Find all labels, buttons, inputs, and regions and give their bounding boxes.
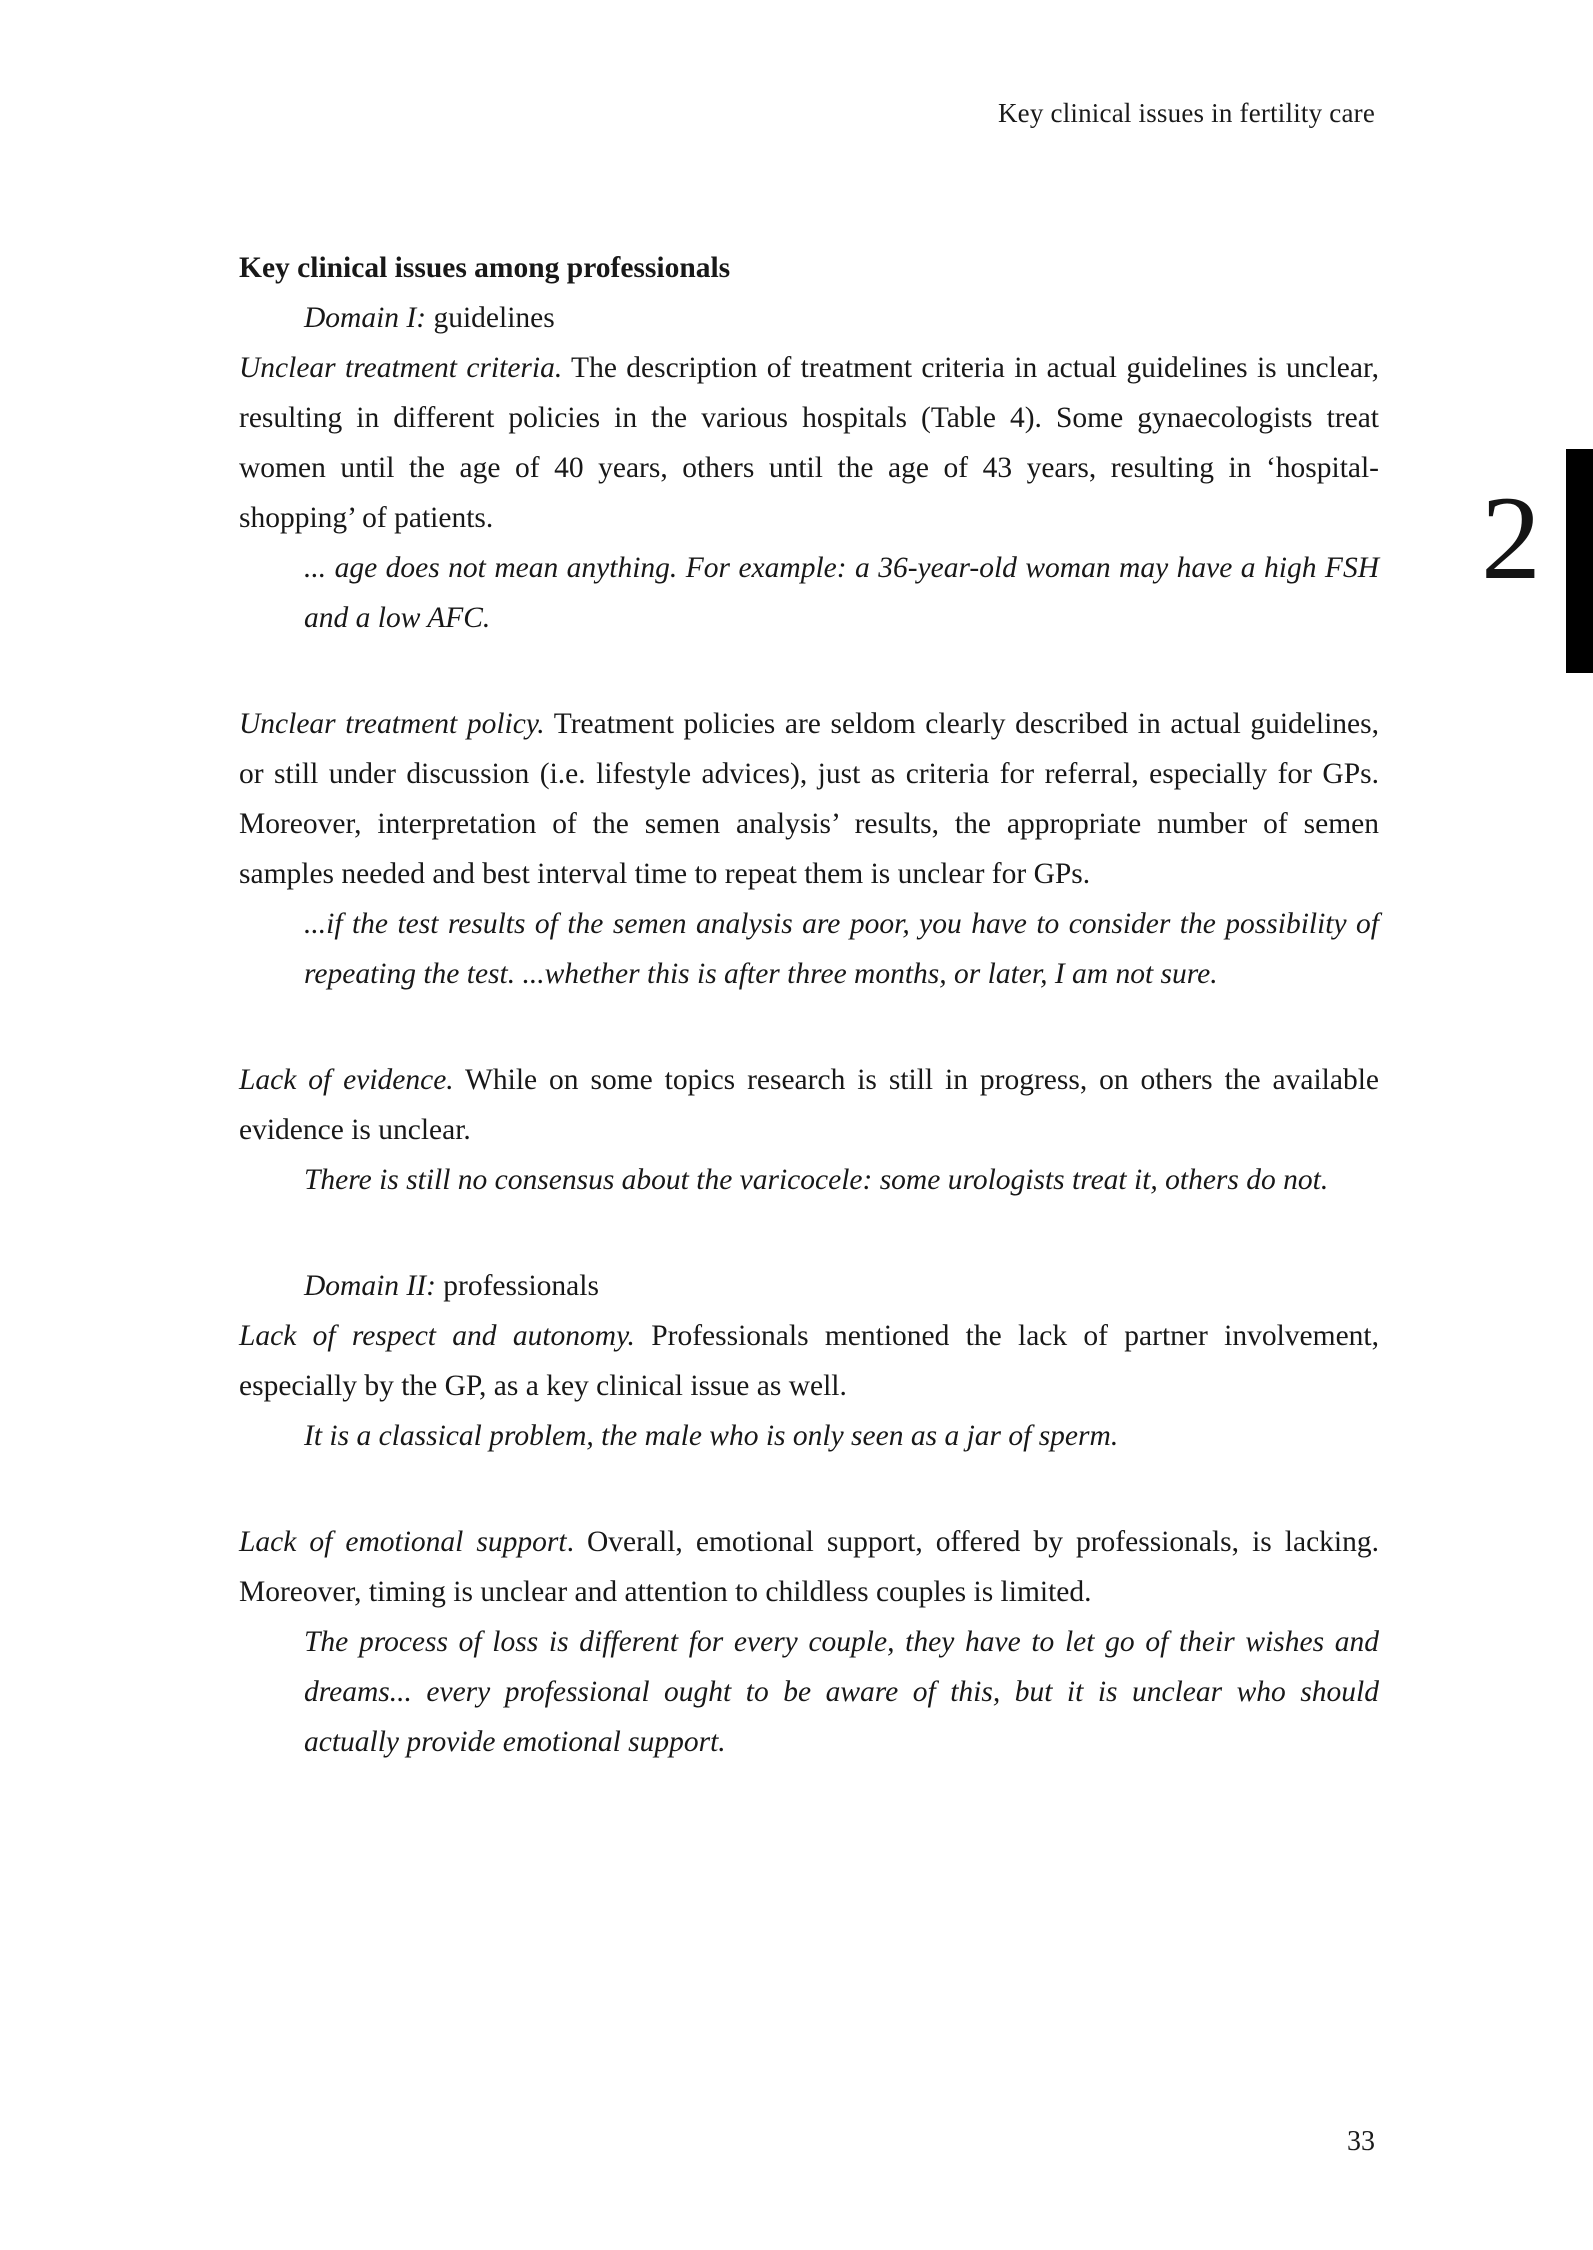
page-content [239, 243, 1379, 1767]
domain-1-line [239, 293, 1379, 343]
page-number: 33 [1347, 2126, 1375, 2157]
quote-semen-analysis-test: ...if the test results of the semen analysis are poor, you have to consider the possibility of repeating the test. ...whether this is after three months, or later, I am not sure. [304, 908, 1379, 990]
paragraph-lead: Unclear treatment policy. [239, 708, 545, 740]
paragraph-body: . Overall, emotional support, offered by professionals, is lacking. Moreover, timing is unclear and attention to childless couples is limited. [239, 1526, 1379, 1608]
domain-2-line [239, 1261, 1379, 1311]
quote-varicocele-consensus: There is still no consensus about the varicocele: some urologists treat it, others do not. [304, 1164, 1329, 1196]
chapter-number: 2 [1481, 471, 1541, 604]
paragraph-body: Treatment policies are seldom clearly described in actual guidelines, or still under discussion (i.e. lifestyle advices), just as criteria for referral, especially for GPs. Moreover, interpretation of the semen analysis’ results, the appropriate number of semen samples needed and best interval time to repeat them is unclear for GPs. [239, 708, 1379, 890]
paragraph-lead: Unclear treatment criteria. [239, 352, 563, 384]
domain-2-text: professionals [435, 1270, 599, 1302]
section-heading: Key clinical issues among professionals [239, 252, 731, 284]
paragraph-lead: Lack of emotional support [239, 1526, 567, 1558]
domain-1-label: Domain I: [304, 302, 427, 334]
paragraph-lead: Lack of respect and autonomy. [239, 1320, 635, 1352]
quote-age-does-not-mean-anything: ... age does not mean anything. For example: a 36-year-old woman may have a high FSH and a low AFC. [304, 552, 1379, 634]
paragraph-unclear-treatment-criteria [239, 343, 1379, 543]
chapter-tab-bar [1566, 449, 1593, 673]
domain-2-label: Domain II: [304, 1270, 436, 1302]
paragraph-body: The description of treatment criteria in actual guidelines is unclear, resulting in different policies in the various hospitals (Table 4). Some gynaecologists treat women until the age of 40 years, others until the age of 43 years, resulting in ‘hospital-shopping’ of patients. [239, 352, 1379, 534]
domain-1-text: guidelines [426, 302, 555, 334]
paragraph-body: Professionals mentioned the lack of partner involvement, especially by the GP, as a key clinical issue as well. [239, 1320, 1379, 1402]
paragraph-unclear-treatment-policy [239, 699, 1379, 899]
paragraph-lack-of-emotional-support [239, 1517, 1379, 1617]
paragraph-lack-of-evidence [239, 1055, 1379, 1155]
running-header: Key clinical issues in fertility care [997, 98, 1375, 128]
quote-process-of-loss: The process of loss is different for every couple, they have to let go of their wishes and dreams... every professional ought to be aware of this, but it is unclear who should actually provide emotional support. [304, 1626, 1379, 1758]
quote-jar-of-sperm: It is a classical problem, the male who is only seen as a jar of sperm. [304, 1420, 1119, 1452]
paragraph-body: While on some topics research is still in progress, on others the available evidence is unclear. [239, 1064, 1379, 1146]
paragraph-lead: Lack of evidence. [239, 1064, 454, 1096]
paragraph-lack-of-respect-autonomy [239, 1311, 1379, 1411]
